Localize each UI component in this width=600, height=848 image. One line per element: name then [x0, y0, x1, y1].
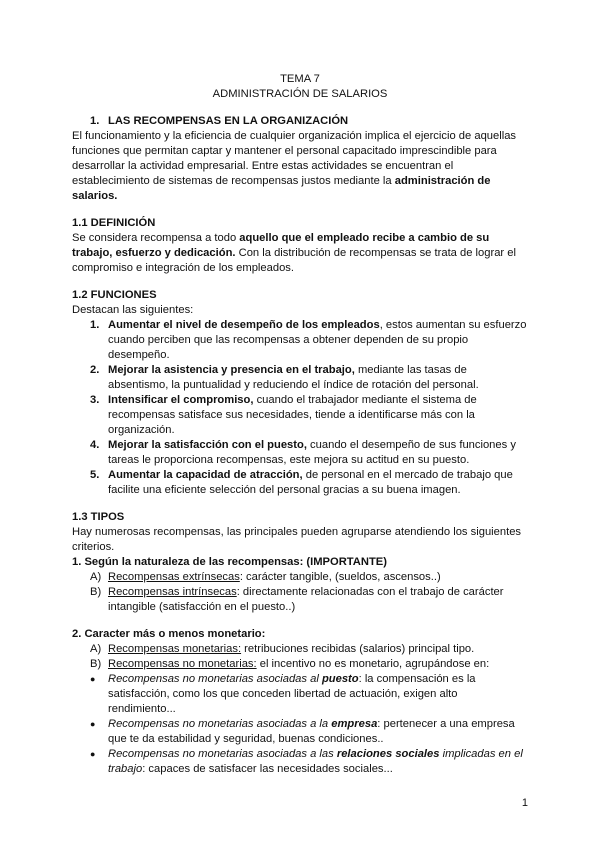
function-item — [72, 318, 528, 363]
bullet-italic: Recompensas no monetarias asociadas a las — [108, 748, 337, 760]
criterion-item — [72, 657, 528, 672]
section-1-1-heading: 1.1 DEFINICIÓN — [72, 217, 156, 229]
function-item — [72, 363, 528, 393]
s11-bold: aquello que el empleado recibe a cambio de su trabajo, esfuerzo y dedicación. — [72, 232, 490, 259]
function-bold: Aumentar la capacidad de atracción, — [108, 469, 303, 481]
section-1-1-paragraph — [72, 231, 528, 276]
criterion-text — [108, 657, 528, 672]
function-number: 1. — [90, 319, 100, 331]
criterion-2-heading: 2. Caracter más o menos monetario: — [72, 628, 266, 640]
function-desc: mediante las tasas de absentismo, la puntualidad y reduciendo el índice de rotación del personal. — [108, 364, 479, 391]
section-1-heading — [72, 114, 528, 129]
bullet-desc: : pertenecer a una empresa que te da estabilidad y seguridad, buenas condiciones.. — [108, 718, 515, 745]
function-text — [108, 318, 528, 363]
bullet-text — [108, 717, 528, 747]
criterion-1-list — [72, 570, 528, 615]
function-number: 2. — [90, 364, 100, 376]
bullet-text — [108, 672, 528, 717]
criterion-desc: el incentivo no es monetario, agrupándose en: — [256, 658, 490, 670]
function-desc: de personal en el mercado de trabajo que facilite una eficiente selección del personal gracias a su buena imagen. — [108, 469, 513, 496]
criterion-text — [108, 570, 528, 585]
criterion-1-heading: 1. Según la naturaleza de las recompensas: (IMPORTANTE) — [72, 556, 387, 568]
function-bold: Aumentar el nivel de desempeño de los empleados — [108, 319, 380, 331]
bullet-item — [72, 747, 528, 777]
section-1-number: 1. — [90, 115, 100, 127]
section-1-2-intro: Destacan las siguientes: — [72, 304, 194, 316]
criterion-letter: A) — [90, 571, 102, 583]
bullet-bold-italic: empresa — [331, 718, 378, 730]
bullet-italic-2: implicadas en el trabajo — [108, 748, 523, 775]
bullet-desc: : la compensación es la satisfacción, como los que conceden libertad de actuación, exigen alto rendimiento... — [108, 673, 476, 715]
function-desc: , estos aumentan su esfuerzo cuando perciben que las recompensas a obtener dependen de su propio desempeño. — [108, 319, 527, 361]
criterion-item — [72, 642, 528, 657]
function-text — [108, 438, 528, 468]
criterion-term: Recompensas intrínsecas — [108, 586, 237, 598]
criterion-desc: retribuciones recibidas (salarios) principal tipo. — [241, 643, 475, 655]
function-bold: Intensificar el compromiso, — [108, 394, 254, 406]
section-1-3-intro: Hay numerosas recompensas, las principales pueden agruparse atendiendo los siguientes criterios. — [72, 526, 522, 553]
document-page — [72, 72, 528, 777]
functions-list — [72, 318, 528, 498]
bullet-bold-italic: puesto — [321, 673, 359, 685]
function-item — [72, 468, 528, 498]
bullet-item — [72, 672, 528, 717]
section-1-text: El funcionamiento y la eficiencia de cualquier organización implica el ejercicio de aquellas funciones que permitan captar y mantener el personal capacitado imprescindible para desarrollar la actividad empresarial. Entre estas actividades se encuentran el establecimiento de sistemas de recompensas justos mediante la — [72, 130, 517, 187]
criterion-term: Recompensas extrínsecas — [108, 571, 240, 583]
function-bold: Mejorar la satisfacción con el puesto, — [108, 439, 307, 451]
function-item — [72, 438, 528, 468]
s11-text-a: Se considera recompensa a todo — [72, 232, 240, 244]
function-desc: cuando el trabajador mediante el sistema de recompensas satisface sus necesidades, tiende a identificarse más con la organización. — [108, 394, 477, 436]
criterion-item — [72, 570, 528, 585]
section-1-3-heading: 1.3 TIPOS — [72, 511, 125, 523]
criterion-letter: B) — [90, 658, 102, 670]
criterion-item — [72, 585, 528, 615]
bullet-bold-italic: relaciones sociales — [336, 748, 440, 760]
criterion-text — [108, 585, 528, 615]
bullet-icon: ● — [90, 749, 96, 759]
function-text — [108, 468, 528, 498]
criterion-text — [108, 642, 528, 657]
bullet-italic: Recompensas no monetarias asociadas a la — [108, 718, 332, 730]
doc-title: ADMINISTRACIÓN DE SALARIOS — [212, 88, 388, 100]
function-number: 5. — [90, 469, 100, 481]
criterion-term: Recompensas no monetarias: — [108, 658, 257, 670]
bullet-text — [108, 747, 528, 777]
bullet-icon: ● — [90, 719, 96, 729]
bullet-desc: : capaces de satisfacer las necesidades sociales... — [142, 763, 393, 775]
criterion-desc: : directamente relacionadas con el trabajo de carácter intangible (satisfacción en el puesto..) — [108, 586, 504, 613]
section-1-title: LAS RECOMPENSAS EN LA ORGANIZACIÓN — [108, 115, 349, 127]
criterion-2-list — [72, 642, 528, 672]
bullet-item — [72, 717, 528, 747]
criterion-term: Recompensas monetarias: — [108, 643, 242, 655]
bullet-italic: Recompensas no monetarias asociadas al — [108, 673, 322, 685]
criterion-letter: A) — [90, 643, 102, 655]
section-1-2-heading: 1.2 FUNCIONES — [72, 289, 157, 301]
criterion-letter: B) — [90, 586, 102, 598]
function-bold: Mejorar la asistencia y presencia en el trabajo, — [108, 364, 355, 376]
function-number: 3. — [90, 394, 100, 406]
bullet-icon: ● — [90, 674, 96, 684]
criterion-desc: : carácter tangible, (sueldos, ascensos..) — [239, 571, 441, 583]
s11-text-b: Con la distribución de recompensas se trata de lograr el compromiso e integración de los empleados. — [72, 247, 516, 274]
function-item — [72, 393, 528, 438]
function-number: 4. — [90, 439, 100, 451]
function-text — [108, 363, 528, 393]
function-desc: cuando el desempeño de sus funciones y tareas le proporciona recompensas, este mejora su actitud en su puesto. — [108, 439, 516, 466]
page-number: 1 — [521, 797, 528, 809]
function-text — [108, 393, 528, 438]
section-1-paragraph — [72, 129, 528, 204]
doc-tema: TEMA 7 — [280, 73, 320, 85]
section-1-bold: administración de salarios. — [72, 175, 491, 202]
non-monetary-bullets — [72, 672, 528, 777]
